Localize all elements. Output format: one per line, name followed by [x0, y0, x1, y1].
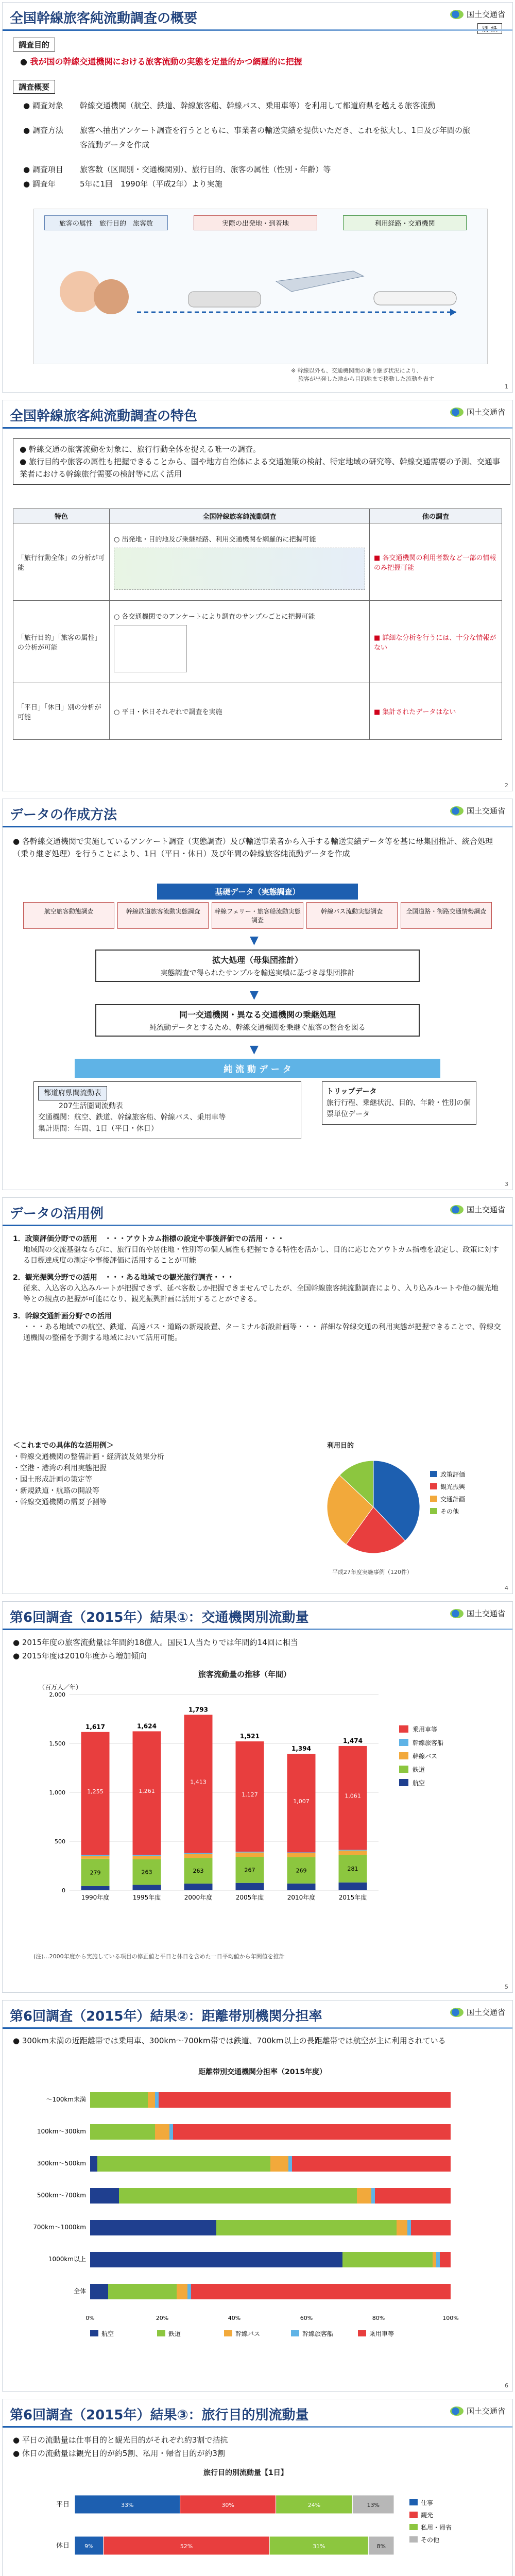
legend-label: 私用・帰省	[421, 2524, 452, 2531]
od-sub: 207生活圏間流動表	[59, 1102, 123, 1110]
legend-label: 幹線旅客船	[413, 1739, 444, 1747]
header-other-survey: 他の調査	[370, 509, 502, 523]
bar-segment	[90, 2284, 108, 2299]
rail-value-label: 263	[193, 1868, 204, 1875]
applications-list	[13, 1234, 502, 1344]
slide-title: 全国幹線旅客純流動調査の概要	[10, 11, 198, 26]
survey-flow-diagram	[33, 209, 488, 364]
legend-swatch	[399, 1779, 408, 1786]
bar-segment	[81, 1886, 110, 1890]
bar-segment	[184, 1854, 213, 1858]
car-value-label: 1,255	[87, 1788, 104, 1795]
bar-segment	[287, 1884, 316, 1890]
page-number: 5	[505, 1984, 508, 1990]
bar-segment	[173, 2124, 451, 2140]
ministry-logo: 国土交通省	[450, 805, 505, 816]
bar-segment	[133, 1856, 161, 1859]
bar-segment	[191, 2284, 451, 2299]
rail-value-label: 269	[296, 1867, 307, 1874]
note-1: ※ 幹線以外も、交通機関間の乗り継ぎ状況により、	[291, 367, 422, 374]
page-number: 4	[505, 1585, 508, 1591]
bar-segment	[184, 1884, 213, 1890]
legend-swatch	[90, 2330, 98, 2336]
outline-row: ● 調査年 5年に1回 1990年（平成2年）より実施	[23, 179, 222, 189]
slide-title: 第6回調査（2015年）結果②：距離帯別機関分担率	[10, 2009, 322, 2024]
x-tick-label: 2010年度	[287, 1894, 316, 1901]
legend-label: その他	[440, 1508, 459, 1515]
bar-segment	[236, 1853, 264, 1857]
flow-label-od: 実際の出発地・到着地	[194, 215, 317, 230]
car-value-label: 1,061	[345, 1792, 361, 1800]
bar-segment	[187, 2284, 191, 2299]
base-data-label: 基礎データ（実態調査）	[157, 884, 358, 900]
bar-segment	[119, 2188, 357, 2204]
legend-swatch	[358, 2330, 366, 2336]
bar-segment	[108, 2284, 177, 2299]
y-tick-label: 700km～1000km	[33, 2224, 86, 2231]
ministry-logo-icon	[450, 2008, 464, 2017]
legend-swatch	[399, 1766, 408, 1773]
example-item: ・幹線交通機関の整備計画・経済波及効果分析	[13, 1453, 164, 1461]
modal-volume-bar-chart	[33, 1679, 466, 1937]
legend-swatch	[399, 1739, 408, 1746]
legend-swatch	[409, 2536, 418, 2543]
page-number: 6	[505, 2382, 508, 2389]
total-label: 1,793	[188, 1706, 208, 1714]
total-label: 1,624	[137, 1722, 157, 1730]
merge-title: 同一交通機関・異なる交通機関の乗継処理	[179, 1010, 336, 1020]
od-table-box	[33, 1081, 301, 1139]
legend-swatch	[430, 1508, 437, 1514]
outline-list	[23, 98, 476, 191]
slide-applications	[2, 1197, 513, 1594]
trip-label: トリップデータ	[327, 1088, 377, 1096]
total-label: 1,617	[85, 1723, 105, 1731]
x-tick-label: 100%	[442, 2315, 459, 2321]
rail-value-label: 281	[347, 1866, 358, 1873]
trip-data-box	[322, 1081, 476, 1125]
slide-overview	[2, 2, 513, 393]
bar-segment	[288, 2156, 292, 2172]
examples-list	[13, 1440, 301, 1508]
legend-label: 乗用車等	[413, 1726, 438, 1733]
note-2: 旅客が出発した地から目的地まで移動した流動を表す	[298, 376, 434, 382]
rail-value-label: 279	[90, 1869, 101, 1876]
bar-segment	[339, 1883, 367, 1890]
title-rule	[3, 1629, 512, 1630]
ministry-logo: 国土交通省	[450, 406, 505, 417]
bar-segment	[236, 1852, 264, 1853]
legend-label: 航空	[413, 1780, 425, 1787]
legend-swatch	[157, 2330, 165, 2336]
table-row: 「平日」「休日」別の分析が可能 ○ 平日・休日それぞれで調査を実施 ■ 集計されたデータはない	[13, 683, 502, 740]
header-feature: 特色	[13, 509, 110, 523]
base-item: 幹線バス流動実態調査	[306, 902, 398, 929]
feature-bullet: ● 幹線交通の旅客流動を対象に、旅行行動全体を捉える唯一の調査。	[20, 445, 261, 454]
segment-value-label: 31%	[313, 2543, 325, 2550]
bar-segment	[169, 2124, 173, 2140]
example-item: ・国土形成計画の策定等	[13, 1476, 92, 1484]
od-line: 交通機関：航空、鉄道、幹線旅客船、幹線バス、乗用車等	[38, 1113, 226, 1122]
features-table	[13, 509, 502, 740]
bar-segment	[90, 2124, 155, 2140]
segment-value-label: 24%	[307, 2502, 321, 2509]
segment-value-label: 30%	[221, 2502, 234, 2509]
bar-segment	[97, 2156, 270, 2172]
chart-title: 距離帯別交通機関分担率（2015年度）	[198, 2068, 327, 2076]
legend-swatch	[224, 2330, 232, 2336]
base-item: 幹線鉄道旅客流動実態調査	[117, 902, 209, 929]
application-heading: 2．観光振興分野での活用 ・・・ある地域での観光旅行調査・・・	[13, 1274, 234, 1282]
segment-value-label: 13%	[367, 2502, 380, 2509]
y-tick-label: 500km～700km	[37, 2192, 86, 2199]
rail-value-label: 263	[141, 1869, 152, 1876]
x-tick-label: 1995年度	[132, 1894, 161, 1901]
distance-share-bar-chart	[23, 2078, 487, 2366]
bar-segment	[292, 2156, 451, 2172]
ministry-logo: 国土交通省	[450, 1608, 505, 1619]
purpose-text: ● 我が国の幹線交通機関における旅客流動の実態を定量的かつ網羅的に把握	[20, 57, 302, 66]
od-line: 集計期間：年間、1日（平日・休日）	[38, 1125, 158, 1133]
bar-segment	[155, 2124, 169, 2140]
features-bullets	[13, 438, 510, 485]
slide-method	[2, 799, 513, 1190]
slide-title: 第6回調査（2015年）結果①：交通機関別流動量	[10, 1610, 309, 1625]
legend-label: 鉄道	[168, 2330, 181, 2337]
bar-segment	[184, 1853, 213, 1854]
ministry-logo-icon	[450, 408, 464, 417]
example-item: ・新規鉄道・航路の開設等	[13, 1487, 99, 1495]
arrow-down-icon: ▼	[250, 1043, 259, 1056]
rail-value-label: 267	[244, 1867, 255, 1874]
y-tick-label: 平日	[56, 2501, 70, 2509]
purpose-daily-bar-chart	[33, 2479, 476, 2576]
bar-segment	[371, 2188, 375, 2204]
ministry-logo: 国土交通省	[450, 9, 505, 20]
bar-segment	[90, 2188, 119, 2204]
result-bullet: ● 2015年度の旅客流動量は年間約18億人。国民1人当たりでは年間約14回に相当	[13, 1638, 298, 1647]
legend-label: 観光	[421, 2512, 434, 2519]
x-tick-label: 2000年度	[184, 1894, 213, 1901]
merge-text: 純流動データとするため、幹線交通機関を乗継ぐ旅客の整合を図る	[149, 1024, 366, 1032]
travel-illustration	[34, 235, 487, 348]
ministry-logo-icon	[450, 1609, 464, 1618]
legend-label: 幹線旅客船	[302, 2330, 334, 2337]
bar-segment	[411, 2220, 451, 2235]
flow-label-attributes: 旅客の属性 旅行目的 旅客数	[44, 215, 168, 230]
expand-text: 実態調査で得られたサンプルを輸送実績に基づき母集団推計	[160, 969, 355, 977]
merge-box	[95, 1004, 420, 1037]
legend-swatch	[430, 1483, 437, 1489]
outline-row: ● 調査対象 幹線交通機関（航空、鉄道、幹線旅客船、幹線バス、乗用車等）を利用して都道府県を越える旅客流動	[23, 101, 436, 110]
title-rule	[3, 826, 512, 827]
bar-segment	[133, 1885, 161, 1890]
bar-segment	[236, 1883, 264, 1890]
chart-title: 旅客流動量の推移（年間）	[198, 1670, 291, 1679]
bar-segment	[81, 1855, 110, 1856]
page-number: 3	[505, 1181, 508, 1188]
page-number: 2	[505, 782, 508, 789]
result-bullets	[13, 2433, 228, 2460]
slide-title: データの作成方法	[10, 807, 117, 823]
application-heading: 1．政策評価分野での活用 ・・・アウトカム指標の設定や事後評価での活用・・・	[13, 1235, 285, 1243]
y-axis-label: （百万人／年）	[39, 1684, 82, 1691]
outline-tag: 調査概要	[13, 80, 55, 94]
slide-result-3	[2, 2399, 513, 2576]
x-tick-label: 80%	[372, 2315, 385, 2321]
result-bullet: ● 休日の流動量は観光目的が約5割、私用・帰省目的が約3割	[13, 2449, 225, 2458]
header-this-survey: 全国幹線旅客純流動調査	[110, 509, 370, 523]
base-data-row	[23, 902, 492, 929]
legend-label: 政策評価	[440, 1471, 466, 1478]
application-text: 地域間の交流基盤ならびに、旅行目的や居住地・性別等の個人属性も把握できる特性を活かし、目的に応じたアウトカム指標を設定し、政策に対する目標達成度の測定や事後評価に活用することが可能	[23, 1246, 499, 1265]
pie-title: 利用目的	[327, 1442, 354, 1450]
bar-segment	[375, 2188, 451, 2204]
legend-label: 幹線バス	[235, 2330, 261, 2337]
expand-box	[95, 950, 420, 982]
total-label: 1,474	[343, 1737, 363, 1744]
legend-swatch	[291, 2330, 299, 2336]
example-item: ・幹線交通機関の需要予測等	[13, 1498, 107, 1506]
title-rule	[3, 2426, 512, 2428]
bar-segment	[287, 1853, 316, 1857]
x-tick-label: 20%	[156, 2315, 169, 2321]
slide-title: データの活用例	[10, 1206, 104, 1222]
arrow-down-icon: ▼	[250, 989, 259, 1002]
legend-swatch	[430, 1471, 437, 1477]
y-tick-label: 1,500	[49, 1740, 65, 1747]
route-illustration	[114, 548, 365, 590]
bar-segment	[90, 2252, 342, 2267]
car-value-label: 1,127	[242, 1791, 258, 1799]
legend-swatch	[430, 1496, 437, 1502]
bar-segment	[270, 2156, 288, 2172]
y-tick-label: 100km～300km	[37, 2128, 86, 2135]
table-row: 「旅行行動全体」の分析が可能 ○ 出発地・目的地及び乗継経路、利用交通機関を網羅的に把握可能 ■ 各交通機関の利用者数など一部の情報のみ把握可能	[13, 523, 502, 601]
total-label: 1,394	[291, 1745, 311, 1753]
legend-label: 幹線バス	[413, 1753, 438, 1760]
legend-swatch	[399, 1752, 408, 1759]
purpose-tag: 調査目的	[13, 38, 55, 52]
application-text: 従来、入込客の入込みルートが把握できず、延べ客数しか把握できませんでしたが、全国幹線旅客純流動調査により、入り込みルートや他の観光地等との観点の把握が可能になり、観光振興計画に活用することができる。	[23, 1284, 499, 1303]
application-text: ・・・ある地域での航空、鉄道、高速バス・道路の新規設置、ターミナル新設計画等・・・ 詳細な幹線交通の利用実態が把握できることで、幹線交通機関の整備を予測する地域において活用可能。	[23, 1323, 501, 1342]
flow-label-route: 利用経路・交通機関	[343, 215, 467, 230]
bar-segment	[287, 1852, 316, 1853]
legend-label: その他	[421, 2536, 440, 2544]
segment-value-label: 9%	[84, 2543, 94, 2550]
bar-segment	[90, 2156, 97, 2172]
bar-segment	[433, 2252, 436, 2267]
y-tick-label: 1,000	[49, 1789, 65, 1796]
examples-heading: ＜これまでの具体的な活用例＞	[13, 1442, 114, 1450]
bar-segment	[342, 2252, 433, 2267]
bar-segment	[339, 1851, 367, 1855]
ministry-logo-icon	[450, 806, 464, 816]
y-tick-label: 全体	[73, 2287, 86, 2295]
legend-swatch	[409, 2512, 418, 2518]
purpose-pie-chart	[322, 1450, 487, 1564]
title-rule	[3, 427, 512, 429]
x-tick-label: 2005年度	[235, 1894, 264, 1901]
trip-line: 旅行行程、乗継状況、目的、年齢・性別の個票単位データ	[327, 1099, 471, 1118]
y-tick-label: 500	[55, 1838, 65, 1845]
bar-segment	[90, 2220, 216, 2235]
bar-segment	[436, 2252, 440, 2267]
bar-segment	[357, 2188, 371, 2204]
bar-segment	[81, 1856, 110, 1859]
expand-title: 拡大処理（母集団推計）	[212, 955, 303, 965]
arrow-down-icon: ▼	[250, 934, 259, 947]
y-tick-label: ～100km未満	[46, 2096, 86, 2103]
net-flow-data-label: 純 流 動 デ ー タ	[75, 1059, 440, 1078]
base-item: 幹線フェリー・旅客船流動実態調査	[212, 902, 303, 929]
legend-swatch	[409, 2524, 418, 2530]
table-row: 「旅行目的」「旅客の属性」の分析が可能 ○ 各交通機関でのアンケートにより調査のサンプルごとに把握可能 ■ 詳細な分析を行うには、十分な情報がない	[13, 601, 502, 683]
ministry-logo: 国土交通省	[450, 2007, 505, 2018]
result-bullet: ● 300km未満の近距離帯では乗用車、300km～700km帯では鉄道、700km以上の長距離帯では航空が主に利用されている	[13, 2036, 446, 2045]
y-tick-label: 2,000	[49, 1691, 65, 1698]
legend-swatch	[399, 1725, 408, 1733]
legend-label: 乗用車等	[369, 2330, 394, 2337]
od-label: 都道府県間流動表	[38, 1086, 107, 1100]
total-label: 1,521	[240, 1733, 260, 1740]
bar-segment	[148, 2092, 155, 2108]
ministry-logo: 国土交通省	[450, 1204, 505, 1215]
method-bullet: ● 各幹線交通機関で実施しているアンケート調査（実態調査）及び輸送事業者から入手する輸送実績データ等を基に母集団推計、統合処理（乗り継ぎ処理）を行うことにより、1日（平日・休日）及び年間の幹線旅客純流動データを作成	[13, 837, 493, 858]
segment-value-label: 33%	[121, 2502, 134, 2509]
ministry-logo-icon	[450, 10, 464, 19]
car-value-label: 1,413	[190, 1778, 207, 1786]
questionnaire-illustration	[114, 625, 187, 672]
legend-swatch	[409, 2499, 418, 2505]
chart-note: (注)…2000年度から実施している項目の修正値と平日と休日を含めた一日平均値から年間値を推計	[33, 1953, 285, 1960]
segment-value-label: 8%	[376, 2543, 386, 2550]
slide-result-1	[2, 1601, 513, 1993]
ministry-logo: 国土交通省	[450, 2405, 505, 2416]
feature-bullet: ● 旅行目的や旅客の属性も把握できることから、国や地方自治体による交通施策の検討、特定地域の研究等、幹線交通需要の予測、交通事業者における幹線旅行需要の検討等に広く活用	[20, 457, 500, 479]
y-tick-label: 300km～500km	[37, 2160, 86, 2167]
ministry-logo-icon	[450, 1205, 464, 1214]
title-rule	[3, 1225, 512, 1226]
outline-row: ● 調査項目 旅客数（区間別・交通機関別）、旅行目的、旅客の属性（性別・年齢）等	[23, 165, 331, 174]
x-tick-label: 1990年度	[81, 1894, 110, 1901]
legend-label: 観光振興	[440, 1483, 466, 1490]
outline-row: ● 調査方法 旅客へ抽出アンケート調査を行うとともに、事業者の輸送実績を提供いただき、これを拡大し、1日及び年間の旅客流動データを作成	[23, 126, 471, 149]
x-tick-label: 2015年度	[338, 1894, 367, 1901]
bar-segment	[177, 2284, 187, 2299]
result-bullet: ● 平日の流動量は仕事目的と観光目的がそれぞれ約3割で拮抗	[13, 2435, 228, 2445]
y-tick-label: 1000km以上	[48, 2256, 86, 2263]
legend-label: 交通計画	[440, 1496, 466, 1503]
application-heading: 3．幹線交通計画分野での活用	[13, 1312, 112, 1320]
bar-segment	[133, 1855, 161, 1856]
bar-segment	[90, 2092, 148, 2108]
chart-title: 旅行目的別流動量【1日】	[203, 2469, 288, 2477]
bar-segment	[339, 1850, 367, 1851]
example-item: ・空港・港湾の利用実態把握	[13, 1464, 107, 1472]
bar-segment	[216, 2220, 397, 2235]
pie-legend: 平成27年度実施事例（120件）	[332, 1569, 413, 1575]
base-item: 全国道路・街路交通情勢調査	[401, 902, 492, 929]
page-number: 1	[505, 383, 508, 390]
result-bullet: ● 2015年度は2010年度から増加傾向	[13, 1651, 147, 1660]
bar-segment	[440, 2252, 451, 2267]
result-bullets	[13, 1636, 298, 1663]
base-item: 航空旅客動態調査	[23, 902, 114, 929]
slide-result-2	[2, 2000, 513, 2392]
car-value-label: 1,007	[293, 1798, 310, 1805]
slide-title: 全国幹線旅客純流動調査の特色	[10, 409, 198, 424]
x-tick-label: 40%	[228, 2315, 241, 2321]
bar-segment	[397, 2220, 407, 2235]
bar-segment	[407, 2220, 411, 2235]
segment-value-label: 52%	[180, 2543, 193, 2550]
legend-label: 航空	[101, 2330, 114, 2337]
title-rule	[3, 2027, 512, 2029]
car-value-label: 1,261	[139, 1788, 155, 1795]
ministry-logo-icon	[450, 2406, 464, 2416]
annex-label	[477, 23, 502, 34]
legend-label: 仕事	[421, 2499, 434, 2506]
x-tick-label: 60%	[300, 2315, 313, 2321]
y-tick-label: 0	[62, 1887, 65, 1894]
bar-segment	[159, 2092, 451, 2108]
bar-segment	[155, 2092, 159, 2108]
y-tick-label: 休日	[56, 2542, 70, 2550]
slide-title: 第6回調査（2015年）結果③：旅行目的別流動量	[10, 2408, 309, 2423]
x-tick-label: 0%	[85, 2315, 95, 2321]
legend-label: 鉄道	[413, 1766, 425, 1773]
slide-features	[2, 400, 513, 791]
title-rule	[3, 29, 512, 31]
